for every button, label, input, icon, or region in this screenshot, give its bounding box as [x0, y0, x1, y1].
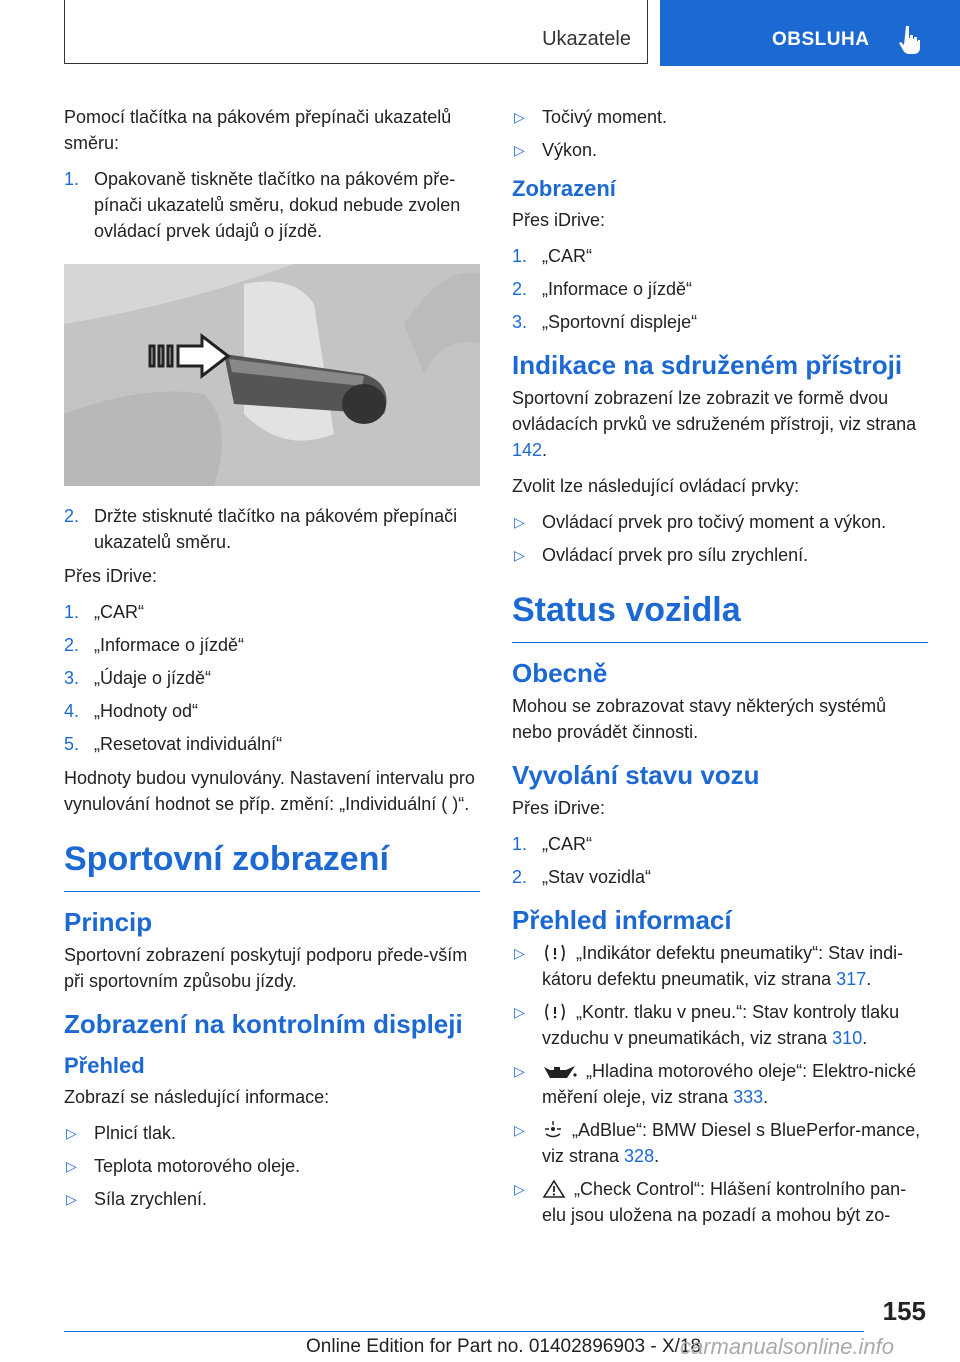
info-list: [64, 1120, 480, 1212]
list-item: [512, 542, 928, 568]
triangle-bullet-icon: ▷: [514, 514, 525, 530]
step-number: 5.: [64, 734, 80, 754]
page-link-333[interactable]: 333: [733, 1087, 764, 1107]
triangle-bullet-icon: ▷: [514, 142, 525, 158]
heading-sport-display: Sportovní zobrazení: [64, 839, 480, 892]
via-idrive-text: Přes iDrive:: [512, 798, 606, 818]
page-link-317[interactable]: 317: [836, 969, 867, 989]
list-item: [512, 864, 928, 890]
list-item: ▷ „Indikátor defektu pneumatiky“: Stav indi-kátoru defektu pneumatik, viz strana 317.: [512, 940, 928, 992]
indication-text: Sportovní zobrazení lze zobrazit ve formě dvou ovládacích prvků ve sdruženém přístroji, viz strana 142.: [512, 388, 917, 460]
step-number: 4.: [64, 701, 80, 721]
page-link-328[interactable]: 328: [624, 1146, 655, 1166]
list-item: [64, 665, 480, 691]
item-text: Výkon.: [542, 140, 598, 160]
item-text: „Hladina motorového oleje“: Elektro-nické měření oleje, viz strana: [542, 1061, 917, 1107]
status-items-list: [512, 940, 928, 1228]
list-item: [512, 1176, 928, 1228]
list-item: [64, 166, 480, 244]
chapter-box: [64, 0, 648, 64]
item-text: Ovládací prvek pro točivý moment a výkon.: [542, 512, 887, 532]
indication-body: Sportovní zobrazení lze zobrazit ve formě dvou ovládacích prvků ve sdruženém přístroji, viz strana: [512, 388, 917, 434]
reset-note: Hodnoty budou vynulovány. Nastavení intervalu pro vynulování hodnot se příp. změní: „Individuální ( )“.: [64, 768, 475, 814]
chapter-title: Ukazatele: [542, 28, 631, 50]
choose-text: Zvolit lze následující ovládací prvky:: [512, 476, 800, 496]
step-text: „Údaje o jízdě“: [94, 668, 212, 688]
watermark: carmanualsonline.info: [680, 1334, 895, 1359]
princip-text: Sportovní zobrazení poskytují podporu přede-vším při sportovním způsobu jízdy.: [64, 945, 468, 991]
list-item: [64, 632, 480, 658]
list-item: [64, 1120, 480, 1146]
triangle-bullet-icon: ▷: [66, 1191, 77, 1207]
heading-vehicle-status: Status vozidla: [512, 590, 928, 643]
step-number: 3.: [512, 312, 528, 332]
item-text: Točivý moment.: [542, 107, 668, 127]
idrive-steps-list: [64, 599, 480, 757]
pointing-hand-icon: [898, 24, 920, 54]
triangle-bullet-icon: ▷: [514, 109, 525, 125]
steps-list-a: [64, 166, 480, 244]
step-number: 2.: [64, 635, 80, 655]
page-number: 155: [882, 1296, 926, 1326]
item-text: „Check Control“: Hlášení kontrolního pan-elu jsou uložena na pozadí a mohou být zo-: [542, 1179, 907, 1225]
left-column: [64, 104, 480, 1220]
item-text: Plnicí tlak.: [94, 1123, 177, 1143]
section-title: OBSLUHA: [772, 29, 870, 50]
step-text: „CAR“: [542, 246, 592, 266]
step-number: 2.: [512, 279, 528, 299]
triangle-bullet-icon: ▷: [66, 1158, 77, 1174]
adblue-icon: [542, 1120, 564, 1140]
heading-call-status: Vyvolání stavu vozu: [512, 760, 760, 790]
step-number: 1.: [512, 834, 528, 854]
list-item: [512, 137, 928, 163]
list-item: [512, 509, 928, 535]
list-item: [64, 1186, 480, 1212]
step-text: „Informace o jízdě“: [542, 279, 693, 299]
heading-info-overview: Přehled informací: [512, 905, 732, 935]
triangle-bullet-icon: ▷: [514, 1122, 525, 1138]
list-item: [64, 698, 480, 724]
triangle-bullet-icon: ▷: [514, 945, 525, 961]
via-idrive-text: Přes iDrive:: [64, 566, 158, 586]
overview-text: Zobrazí se následující informace:: [64, 1087, 330, 1107]
list-item: [512, 276, 928, 302]
triangle-bullet-icon: ▷: [514, 1063, 525, 1079]
list-item: [512, 243, 928, 269]
item-text: Ovládací prvek pro sílu zrychlení.: [542, 545, 809, 565]
list-item: [512, 831, 928, 857]
list-item: ▷ „Hladina motorového oleje“: Elektro-nické měření oleje, viz strana 333.: [512, 1058, 928, 1110]
heading-display: Zobrazení: [512, 176, 616, 201]
item-text: „AdBlue“: BMW Diesel s BluePerfor-mance, viz strana: [542, 1120, 921, 1166]
right-column: [512, 104, 928, 1236]
tire-pressure-icon: [542, 943, 568, 963]
list-item: [512, 309, 928, 335]
step-number: 1.: [64, 602, 80, 622]
list-item: ▷ „AdBlue“: BMW Diesel s BluePerfor-mance, viz strana 328.: [512, 1117, 928, 1169]
via-idrive-text: Přes iDrive:: [512, 210, 606, 230]
step-text: „CAR“: [542, 834, 592, 854]
triangle-bullet-icon: ▷: [66, 1125, 77, 1141]
intro-text: Pomocí tlačítka na pákovém přepínači ukazatelů směru:: [64, 107, 452, 153]
turn-signal-lever-photo: [64, 264, 480, 486]
info-list-cont: [512, 104, 928, 163]
warning-triangle-icon: [542, 1179, 566, 1199]
list-item: [512, 104, 928, 130]
edition-text: Online Edition for Part no. 01402896903 - X/18: [306, 1336, 702, 1357]
item-text: Teplota motorového oleje.: [94, 1156, 301, 1176]
step-text: Opakovaně tiskněte tlačítko na pákovém pře-pínači ukazatelů směru, dokud nebude zvolen ovládací prvek údajů o jízdě.: [94, 169, 461, 241]
status-steps-list: [512, 831, 928, 890]
item-text: Síla zrychlení.: [94, 1189, 208, 1209]
display-steps-list: [512, 243, 928, 335]
footer-divider: [64, 1331, 864, 1332]
step-text: Držte stisknuté tlačítko na pákovém přepínači ukazatelů směru.: [94, 506, 458, 552]
oil-can-icon: [542, 1061, 578, 1081]
heading-princip: Princip: [64, 907, 153, 937]
triangle-bullet-icon: ▷: [514, 1181, 525, 1197]
page-link-310[interactable]: 310: [832, 1028, 863, 1048]
item-text: „Kontr. tlaku v pneu.“: Stav kontroly tlaku vzduchu v pneumatikách, viz strana: [542, 1002, 900, 1048]
heading-overview: Přehled: [64, 1053, 145, 1078]
triangle-bullet-icon: ▷: [514, 547, 525, 563]
step-number: 1.: [512, 246, 528, 266]
section-tab: [660, 0, 960, 66]
steps-list-b: [64, 503, 480, 555]
tire-pressure-icon: [542, 1002, 568, 1022]
page-header: [0, 0, 960, 66]
step-text: „Sportovní displeje“: [542, 312, 698, 332]
page-link-142[interactable]: 142: [512, 440, 543, 460]
step-text: „CAR“: [94, 602, 144, 622]
step-number: 2.: [512, 867, 528, 887]
heading-control-display: Zobrazení na kontrolním displeji: [64, 1009, 463, 1039]
step-text: „Informace o jízdě“: [94, 635, 245, 655]
step-text: „Hodnoty od“: [94, 701, 199, 721]
list-item: [64, 599, 480, 625]
step-number: 3.: [64, 668, 80, 688]
triangle-bullet-icon: ▷: [514, 1004, 525, 1020]
step-number: 1.: [64, 169, 80, 189]
list-item: [64, 1153, 480, 1179]
heading-general: Obecně: [512, 658, 608, 688]
step-text: „Stav vozidla“: [542, 867, 652, 887]
step-number: 2.: [64, 506, 80, 526]
controls-list: [512, 509, 928, 568]
list-item: ▷ „Kontr. tlaku v pneu.“: Stav kontroly tlaku vzduchu v pneumatikách, viz strana 310.: [512, 999, 928, 1051]
list-item: [64, 503, 480, 555]
list-item: [64, 731, 480, 757]
heading-instrument-cluster: Indikace na sdruženém přístroji: [512, 350, 903, 380]
general-text: Mohou se zobrazovat stavy některých systémů nebo provádět činnosti.: [512, 696, 887, 742]
step-text: „Resetovat individuální“: [94, 734, 283, 754]
item-text: „Indikátor defektu pneumatiky“: Stav indi-kátoru defektu pneumatik, viz strana: [542, 943, 904, 989]
